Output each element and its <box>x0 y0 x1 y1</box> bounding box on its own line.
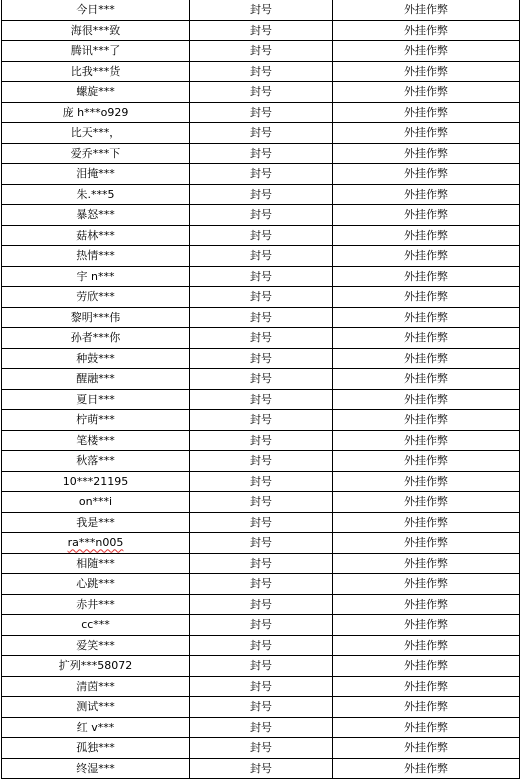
penalty-cell: 封号 <box>190 471 333 492</box>
player-name: 暴怒*** <box>76 208 115 222</box>
player-name-cell <box>2 738 190 759</box>
player-name-cell <box>2 656 190 677</box>
reason-cell: 外挂作弊 <box>333 389 520 410</box>
penalty-cell: 封号 <box>190 656 333 677</box>
player-name: 菇林*** <box>76 228 115 242</box>
reason-cell: 外挂作弊 <box>333 676 520 697</box>
penalty-cell: 封号 <box>190 512 333 533</box>
player-name: 夏日*** <box>76 392 115 406</box>
player-name: 庞 h***o929 <box>62 105 129 119</box>
penalty-cell: 封号 <box>190 389 333 410</box>
reason-cell: 外挂作弊 <box>333 410 520 431</box>
penalty-cell: 封号 <box>190 184 333 205</box>
penalty-cell: 封号 <box>190 697 333 718</box>
reason-cell: 外挂作弊 <box>333 697 520 718</box>
penalty-cell: 封号 <box>190 574 333 595</box>
player-name: 朱.***5 <box>76 187 115 201</box>
player-name-cell <box>2 266 190 287</box>
reason-cell: 外挂作弊 <box>333 717 520 738</box>
player-name-cell <box>2 143 190 164</box>
player-name-cell <box>2 287 190 308</box>
penalty-cell: 封号 <box>190 102 333 123</box>
penalty-cell: 封号 <box>190 266 333 287</box>
penalty-cell: 封号 <box>190 615 333 636</box>
reason-cell: 外挂作弊 <box>333 471 520 492</box>
player-name: 孤独*** <box>76 741 115 755</box>
player-name-cell <box>2 184 190 205</box>
reason-cell: 外挂作弊 <box>333 266 520 287</box>
player-name: 心跳*** <box>76 577 115 591</box>
penalty-cell: 封号 <box>190 635 333 656</box>
reason-cell: 外挂作弊 <box>333 20 520 41</box>
table-row <box>2 82 520 103</box>
player-name: 比我***货 <box>70 64 121 78</box>
player-name-cell <box>2 61 190 82</box>
reason-cell: 外挂作弊 <box>333 0 520 20</box>
table-row <box>2 369 520 390</box>
table-row <box>2 471 520 492</box>
reason-cell: 外挂作弊 <box>333 246 520 267</box>
player-name-cell <box>2 307 190 328</box>
reason-cell: 外挂作弊 <box>333 533 520 554</box>
player-name-cell <box>2 123 190 144</box>
reason-cell: 外挂作弊 <box>333 287 520 308</box>
reason-cell: 外挂作弊 <box>333 348 520 369</box>
penalty-cell: 封号 <box>190 758 333 779</box>
table-row <box>2 102 520 123</box>
reason-cell: 外挂作弊 <box>333 225 520 246</box>
penalty-cell: 封号 <box>190 307 333 328</box>
table-row <box>2 635 520 656</box>
player-name-cell <box>2 82 190 103</box>
reason-cell: 外挂作弊 <box>333 738 520 759</box>
player-name-cell <box>2 758 190 779</box>
penalty-cell: 封号 <box>190 410 333 431</box>
table-row <box>2 307 520 328</box>
table-row <box>2 143 520 164</box>
player-name-cell <box>2 20 190 41</box>
table-row <box>2 348 520 369</box>
player-name-cell <box>2 430 190 451</box>
reason-cell: 外挂作弊 <box>333 574 520 595</box>
player-name-cell <box>2 676 190 697</box>
reason-cell: 外挂作弊 <box>333 123 520 144</box>
reason-cell: 外挂作弊 <box>333 430 520 451</box>
table-row <box>2 697 520 718</box>
player-name-cell <box>2 594 190 615</box>
reason-cell: 外挂作弊 <box>333 184 520 205</box>
table-row <box>2 61 520 82</box>
reason-cell: 外挂作弊 <box>333 758 520 779</box>
reason-cell: 外挂作弊 <box>333 553 520 574</box>
penalty-cell: 封号 <box>190 430 333 451</box>
player-name: 黎明***伟 <box>70 310 121 324</box>
reason-cell: 外挂作弊 <box>333 635 520 656</box>
table-row <box>2 225 520 246</box>
player-name-cell <box>2 574 190 595</box>
table-row <box>2 758 520 779</box>
player-name: 10***21195 <box>62 474 129 488</box>
player-name: 劳欣*** <box>76 290 115 304</box>
player-name: 红 v*** <box>76 720 115 734</box>
player-name-cell <box>2 553 190 574</box>
player-name: 热情*** <box>76 249 115 263</box>
penalty-cell: 封号 <box>190 143 333 164</box>
penalty-cell: 封号 <box>190 82 333 103</box>
player-name-cell <box>2 471 190 492</box>
player-name: ra***n005 <box>67 536 124 550</box>
penalty-cell: 封号 <box>190 348 333 369</box>
player-name: 爱笑*** <box>76 638 115 652</box>
table-row <box>2 492 520 513</box>
reason-cell: 外挂作弊 <box>333 369 520 390</box>
reason-cell: 外挂作弊 <box>333 492 520 513</box>
player-name: 相随*** <box>76 556 115 570</box>
player-name-cell <box>2 717 190 738</box>
player-name-cell <box>2 164 190 185</box>
table-row <box>2 553 520 574</box>
reason-cell: 外挂作弊 <box>333 656 520 677</box>
player-name-cell <box>2 205 190 226</box>
penalty-cell: 封号 <box>190 61 333 82</box>
player-name-cell <box>2 697 190 718</box>
reason-cell: 外挂作弊 <box>333 594 520 615</box>
penalty-cell: 封号 <box>190 738 333 759</box>
penalty-cell: 封号 <box>190 533 333 554</box>
penalty-cell: 封号 <box>190 164 333 185</box>
player-name: 测试*** <box>76 700 115 714</box>
player-name: 海很***致 <box>70 23 121 37</box>
player-name: 醒融*** <box>76 372 115 386</box>
player-name-cell <box>2 0 190 20</box>
player-name: on***i <box>78 495 113 509</box>
penalty-cell: 封号 <box>190 225 333 246</box>
table-row <box>2 20 520 41</box>
player-name: 秋落*** <box>76 454 115 468</box>
player-name-cell <box>2 246 190 267</box>
reason-cell: 外挂作弊 <box>333 328 520 349</box>
penalty-cell: 封号 <box>190 20 333 41</box>
player-name-cell <box>2 102 190 123</box>
table-row <box>2 615 520 636</box>
reason-cell: 外挂作弊 <box>333 102 520 123</box>
table-row <box>2 246 520 267</box>
player-name: 清茵*** <box>76 679 115 693</box>
player-name: cc*** <box>81 618 110 632</box>
player-name-cell <box>2 635 190 656</box>
table-row <box>2 41 520 62</box>
ban-list-body <box>2 0 520 779</box>
table-row <box>2 512 520 533</box>
reason-cell: 外挂作弊 <box>333 205 520 226</box>
player-name: 比天***， <box>70 126 121 140</box>
penalty-cell: 封号 <box>190 594 333 615</box>
penalty-cell: 封号 <box>190 676 333 697</box>
table-row <box>2 451 520 472</box>
player-name-cell <box>2 369 190 390</box>
penalty-cell: 封号 <box>190 328 333 349</box>
penalty-cell: 封号 <box>190 287 333 308</box>
penalty-cell: 封号 <box>190 369 333 390</box>
table-row <box>2 184 520 205</box>
player-name: 我是*** <box>76 515 115 529</box>
penalty-cell: 封号 <box>190 246 333 267</box>
player-name: 螺旋*** <box>76 85 115 99</box>
penalty-cell: 封号 <box>190 451 333 472</box>
player-name: 孙者***你 <box>70 331 121 345</box>
player-name: 泪掩*** <box>76 167 115 181</box>
player-name-cell <box>2 328 190 349</box>
table-row <box>2 389 520 410</box>
table-row <box>2 594 520 615</box>
table-row <box>2 328 520 349</box>
penalty-cell: 封号 <box>190 553 333 574</box>
table-row <box>2 287 520 308</box>
reason-cell: 外挂作弊 <box>333 615 520 636</box>
player-name-cell <box>2 451 190 472</box>
player-name: 赤井*** <box>76 597 115 611</box>
player-name: 今日*** <box>76 3 115 17</box>
table-row <box>2 410 520 431</box>
ban-list-table <box>1 0 520 779</box>
player-name: 终湿*** <box>76 761 115 775</box>
reason-cell: 外挂作弊 <box>333 512 520 533</box>
penalty-cell: 封号 <box>190 123 333 144</box>
reason-cell: 外挂作弊 <box>333 451 520 472</box>
player-name-cell <box>2 615 190 636</box>
player-name: 爱乔***下 <box>70 146 121 160</box>
table-row <box>2 533 520 554</box>
table-row <box>2 656 520 677</box>
table-row <box>2 738 520 759</box>
table-row <box>2 266 520 287</box>
table-row <box>2 0 520 20</box>
player-name-cell <box>2 348 190 369</box>
player-name-cell <box>2 225 190 246</box>
table-row <box>2 717 520 738</box>
table-row <box>2 164 520 185</box>
reason-cell: 外挂作弊 <box>333 307 520 328</box>
player-name: 柠萌*** <box>76 413 115 427</box>
player-name-cell <box>2 512 190 533</box>
player-name: 笔楼*** <box>76 433 115 447</box>
penalty-cell: 封号 <box>190 41 333 62</box>
table-row <box>2 205 520 226</box>
player-name-cell <box>2 410 190 431</box>
table-row <box>2 574 520 595</box>
player-name-cell <box>2 533 190 554</box>
player-name: 宇 n*** <box>76 269 115 283</box>
player-name: 种鼓*** <box>76 351 115 365</box>
penalty-cell: 封号 <box>190 0 333 20</box>
player-name-cell <box>2 41 190 62</box>
reason-cell: 外挂作弊 <box>333 61 520 82</box>
player-name: 腾讯***了 <box>70 44 121 58</box>
reason-cell: 外挂作弊 <box>333 82 520 103</box>
reason-cell: 外挂作弊 <box>333 143 520 164</box>
reason-cell: 外挂作弊 <box>333 164 520 185</box>
player-name: 扩列***58072 <box>58 659 133 673</box>
table-row <box>2 430 520 451</box>
penalty-cell: 封号 <box>190 717 333 738</box>
table-row <box>2 123 520 144</box>
player-name-cell <box>2 389 190 410</box>
player-name-cell <box>2 492 190 513</box>
penalty-cell: 封号 <box>190 205 333 226</box>
reason-cell: 外挂作弊 <box>333 41 520 62</box>
table-row <box>2 676 520 697</box>
penalty-cell: 封号 <box>190 492 333 513</box>
